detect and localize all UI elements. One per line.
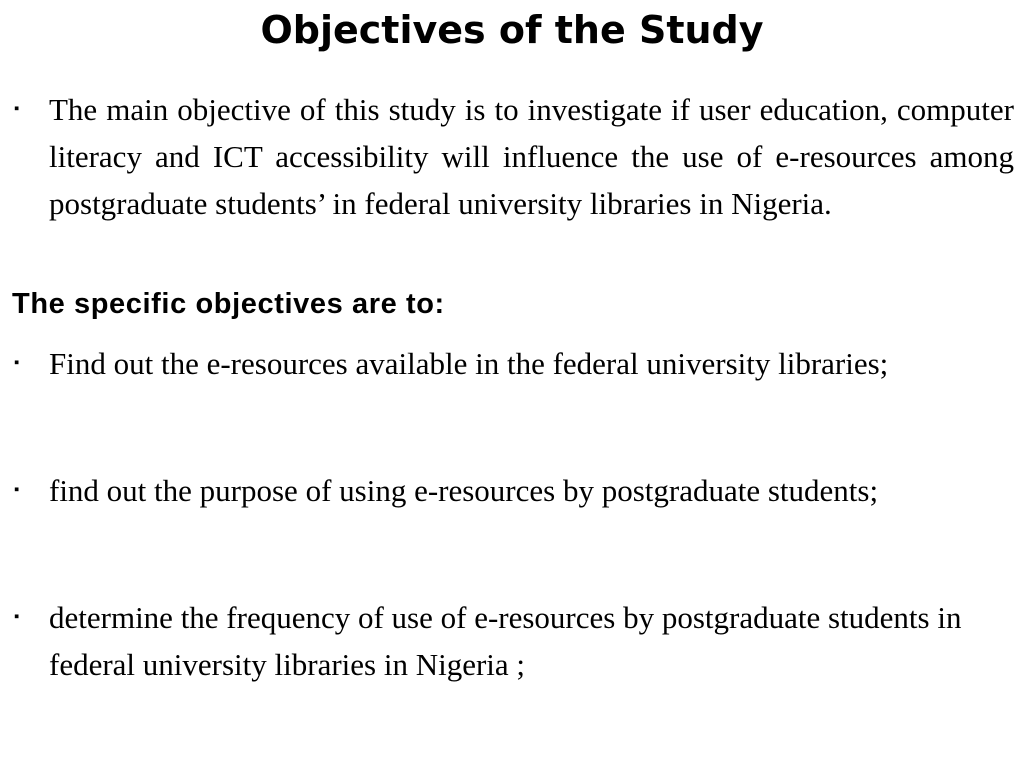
specific-objectives-heading	[12, 282, 445, 326]
specific-objectives-heading-text: The specific objectives are to	[12, 288, 435, 320]
square-bullet-icon: ▪	[14, 101, 20, 117]
objective-text-1: Find out the e-resources available in the federal university libraries;	[49, 346, 889, 381]
main-objective-text: The main objective of this study is to investigate if user education, computer literacy and ICT accessibility will influence the use of e-resources among postgraduate students’ in federal university libraries in Nigeria.	[49, 92, 1014, 221]
objective-bullet-1	[14, 340, 1014, 387]
square-bullet-icon: ▪	[14, 609, 20, 625]
objective-text-3: determine the frequency of use of e-resources by postgraduate students in federal university libraries in Nigeria ;	[49, 600, 962, 682]
main-objective-bullet	[14, 86, 1014, 227]
slide-title: Objectives of the Study	[260, 8, 764, 52]
objective-text-2: find out the purpose of using e-resources by postgraduate students;	[49, 473, 879, 508]
objective-bullet-3	[14, 594, 1014, 688]
objective-bullet-2	[14, 467, 974, 514]
square-bullet-icon: ▪	[14, 355, 20, 371]
square-bullet-icon: ▪	[14, 482, 20, 498]
specific-objectives-heading-colon: :	[434, 288, 445, 320]
